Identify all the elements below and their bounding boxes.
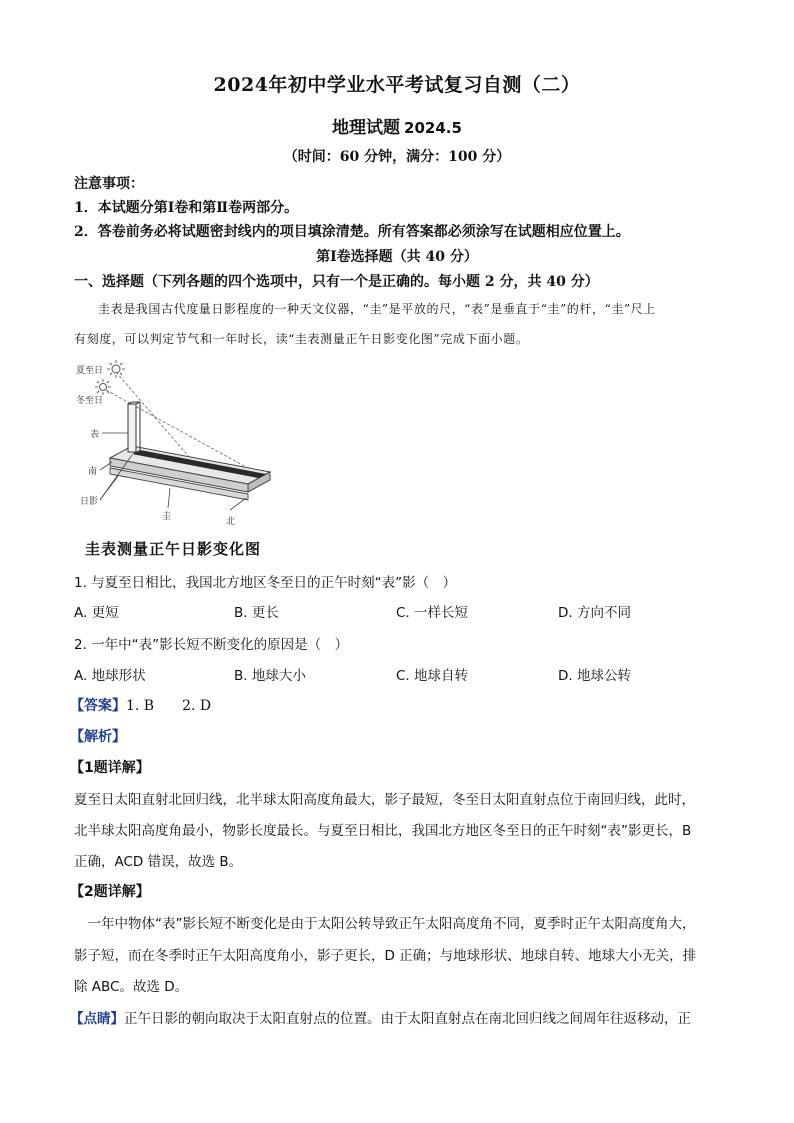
q2-analysis-line-1: 一年中物体“表”影长短不断变化是由于太阳公转导致正午太阳高度角不同，夏季时正午太阳高度角大， bbox=[74, 916, 696, 932]
question-1-option-a: A. 更短 bbox=[74, 605, 119, 621]
label-south: 南 bbox=[88, 467, 98, 477]
q1-analysis-tag: 【1题详解】 bbox=[70, 760, 150, 776]
label-gui: 圭 bbox=[162, 512, 172, 522]
exam-date: 2024.5 bbox=[404, 119, 462, 137]
q2-analysis-line-3: 除 ABC。故选 D。 bbox=[74, 979, 189, 995]
answer-tag: 【答案】 bbox=[70, 698, 126, 714]
answer-text: 1. B 2. D bbox=[126, 698, 212, 714]
question-2-option-d: D. 地球公转 bbox=[558, 668, 631, 684]
q1-analysis-line-3: 正确，ACD 错误，故选 B。 bbox=[74, 854, 243, 870]
winter-sun-icon bbox=[95, 379, 111, 395]
exam-title: 2024年初中学业水平考试复习自测（二） bbox=[213, 74, 581, 96]
label-north: 北 bbox=[226, 517, 236, 527]
q2-analysis-tag: 【2题详解】 bbox=[70, 884, 150, 900]
label-winter-solstice: 冬至日 bbox=[76, 396, 104, 406]
question-1-option-c: C. 一样长短 bbox=[396, 605, 469, 621]
answer-line bbox=[70, 695, 211, 715]
point-line bbox=[70, 1007, 691, 1027]
q1-analysis-line-2: 北半球太阳高度角最小，物影长度最长。与夏至日相比，我国北方地区冬至日的正午时刻“表”影更长，B bbox=[74, 823, 692, 839]
analysis-tag: 【解析】 bbox=[70, 729, 126, 745]
exam-subtitle bbox=[0, 113, 794, 138]
figure-caption: 圭表测量正午日影变化图 bbox=[85, 540, 262, 558]
gnomon-diagram bbox=[70, 358, 290, 528]
section-title: 第Ⅰ卷选择题（共 40 分） bbox=[316, 249, 478, 265]
subject-name: 地理试题 bbox=[332, 118, 401, 138]
gnomon-figure bbox=[70, 358, 290, 528]
exam-meta: （时间：60 分钟，满分：100 分） bbox=[283, 149, 511, 165]
question-2-option-b: B. 地球大小 bbox=[234, 668, 306, 684]
question-1-stem: 1. 与夏至日相比，我国北方地区冬至日的正午时刻“表”影（ ） bbox=[74, 575, 457, 591]
q2-analysis-line-2: 影子短，而在冬季时正午太阳高度角小，影子更长，D 正确；与地球形状、地球自转、地球大小无关，排 bbox=[74, 948, 697, 964]
passage-line-1: 圭表是我国古代度量日影程度的一种天文仪器，“圭”是平放的尺，“表”是垂直于“圭”的杆，“圭”尺上 bbox=[98, 302, 656, 316]
question-1-option-d: D. 方向不同 bbox=[558, 605, 631, 621]
question-1-option-b: B. 更长 bbox=[234, 605, 279, 621]
point-tag: 【点睛】 bbox=[70, 1011, 124, 1027]
note-item-2: 2．答卷前务必将试题密封线内的项目填涂清楚。所有答案都必须涂写在试题相应位置上。 bbox=[74, 224, 630, 240]
note-item-1: 1．本试题分第Ⅰ卷和第Ⅱ卷两部分。 bbox=[74, 200, 299, 216]
label-summer-solstice: 夏至日 bbox=[76, 366, 104, 376]
point-text: 正午日影的朝向取决于太阳直射点的位置。由于太阳直射点在南北回归线之间周年往返移动，正 bbox=[124, 1011, 691, 1027]
question-2-option-a: A. 地球形状 bbox=[74, 668, 146, 684]
question-2-option-c: C. 地球自转 bbox=[396, 668, 469, 684]
biao-post bbox=[128, 404, 136, 452]
passage-line-2: 有刻度，可以判定节气和一年时长，读“圭表测量正午日影变化图”完成下面小题。 bbox=[74, 332, 529, 346]
question-2-stem: 2. 一年中“表”影长短不断变化的原因是（ ） bbox=[74, 637, 349, 653]
section-instruction: 一、选择题（下列各题的四个选项中，只有一个是正确的。每小题 2 分，共 40 分） bbox=[74, 274, 599, 290]
notes-heading: 注意事项： bbox=[74, 176, 144, 192]
label-biao: 表 bbox=[90, 430, 100, 440]
label-shadow: 日影 bbox=[80, 497, 99, 507]
summer-sun-icon bbox=[107, 360, 125, 378]
q1-analysis-line-1: 夏至日太阳直射北回归线，北半球太阳高度角最大，影子最短，冬至日太阳直射点位于南回归线，此时， bbox=[74, 792, 695, 808]
summer-ray bbox=[116, 372, 190, 458]
